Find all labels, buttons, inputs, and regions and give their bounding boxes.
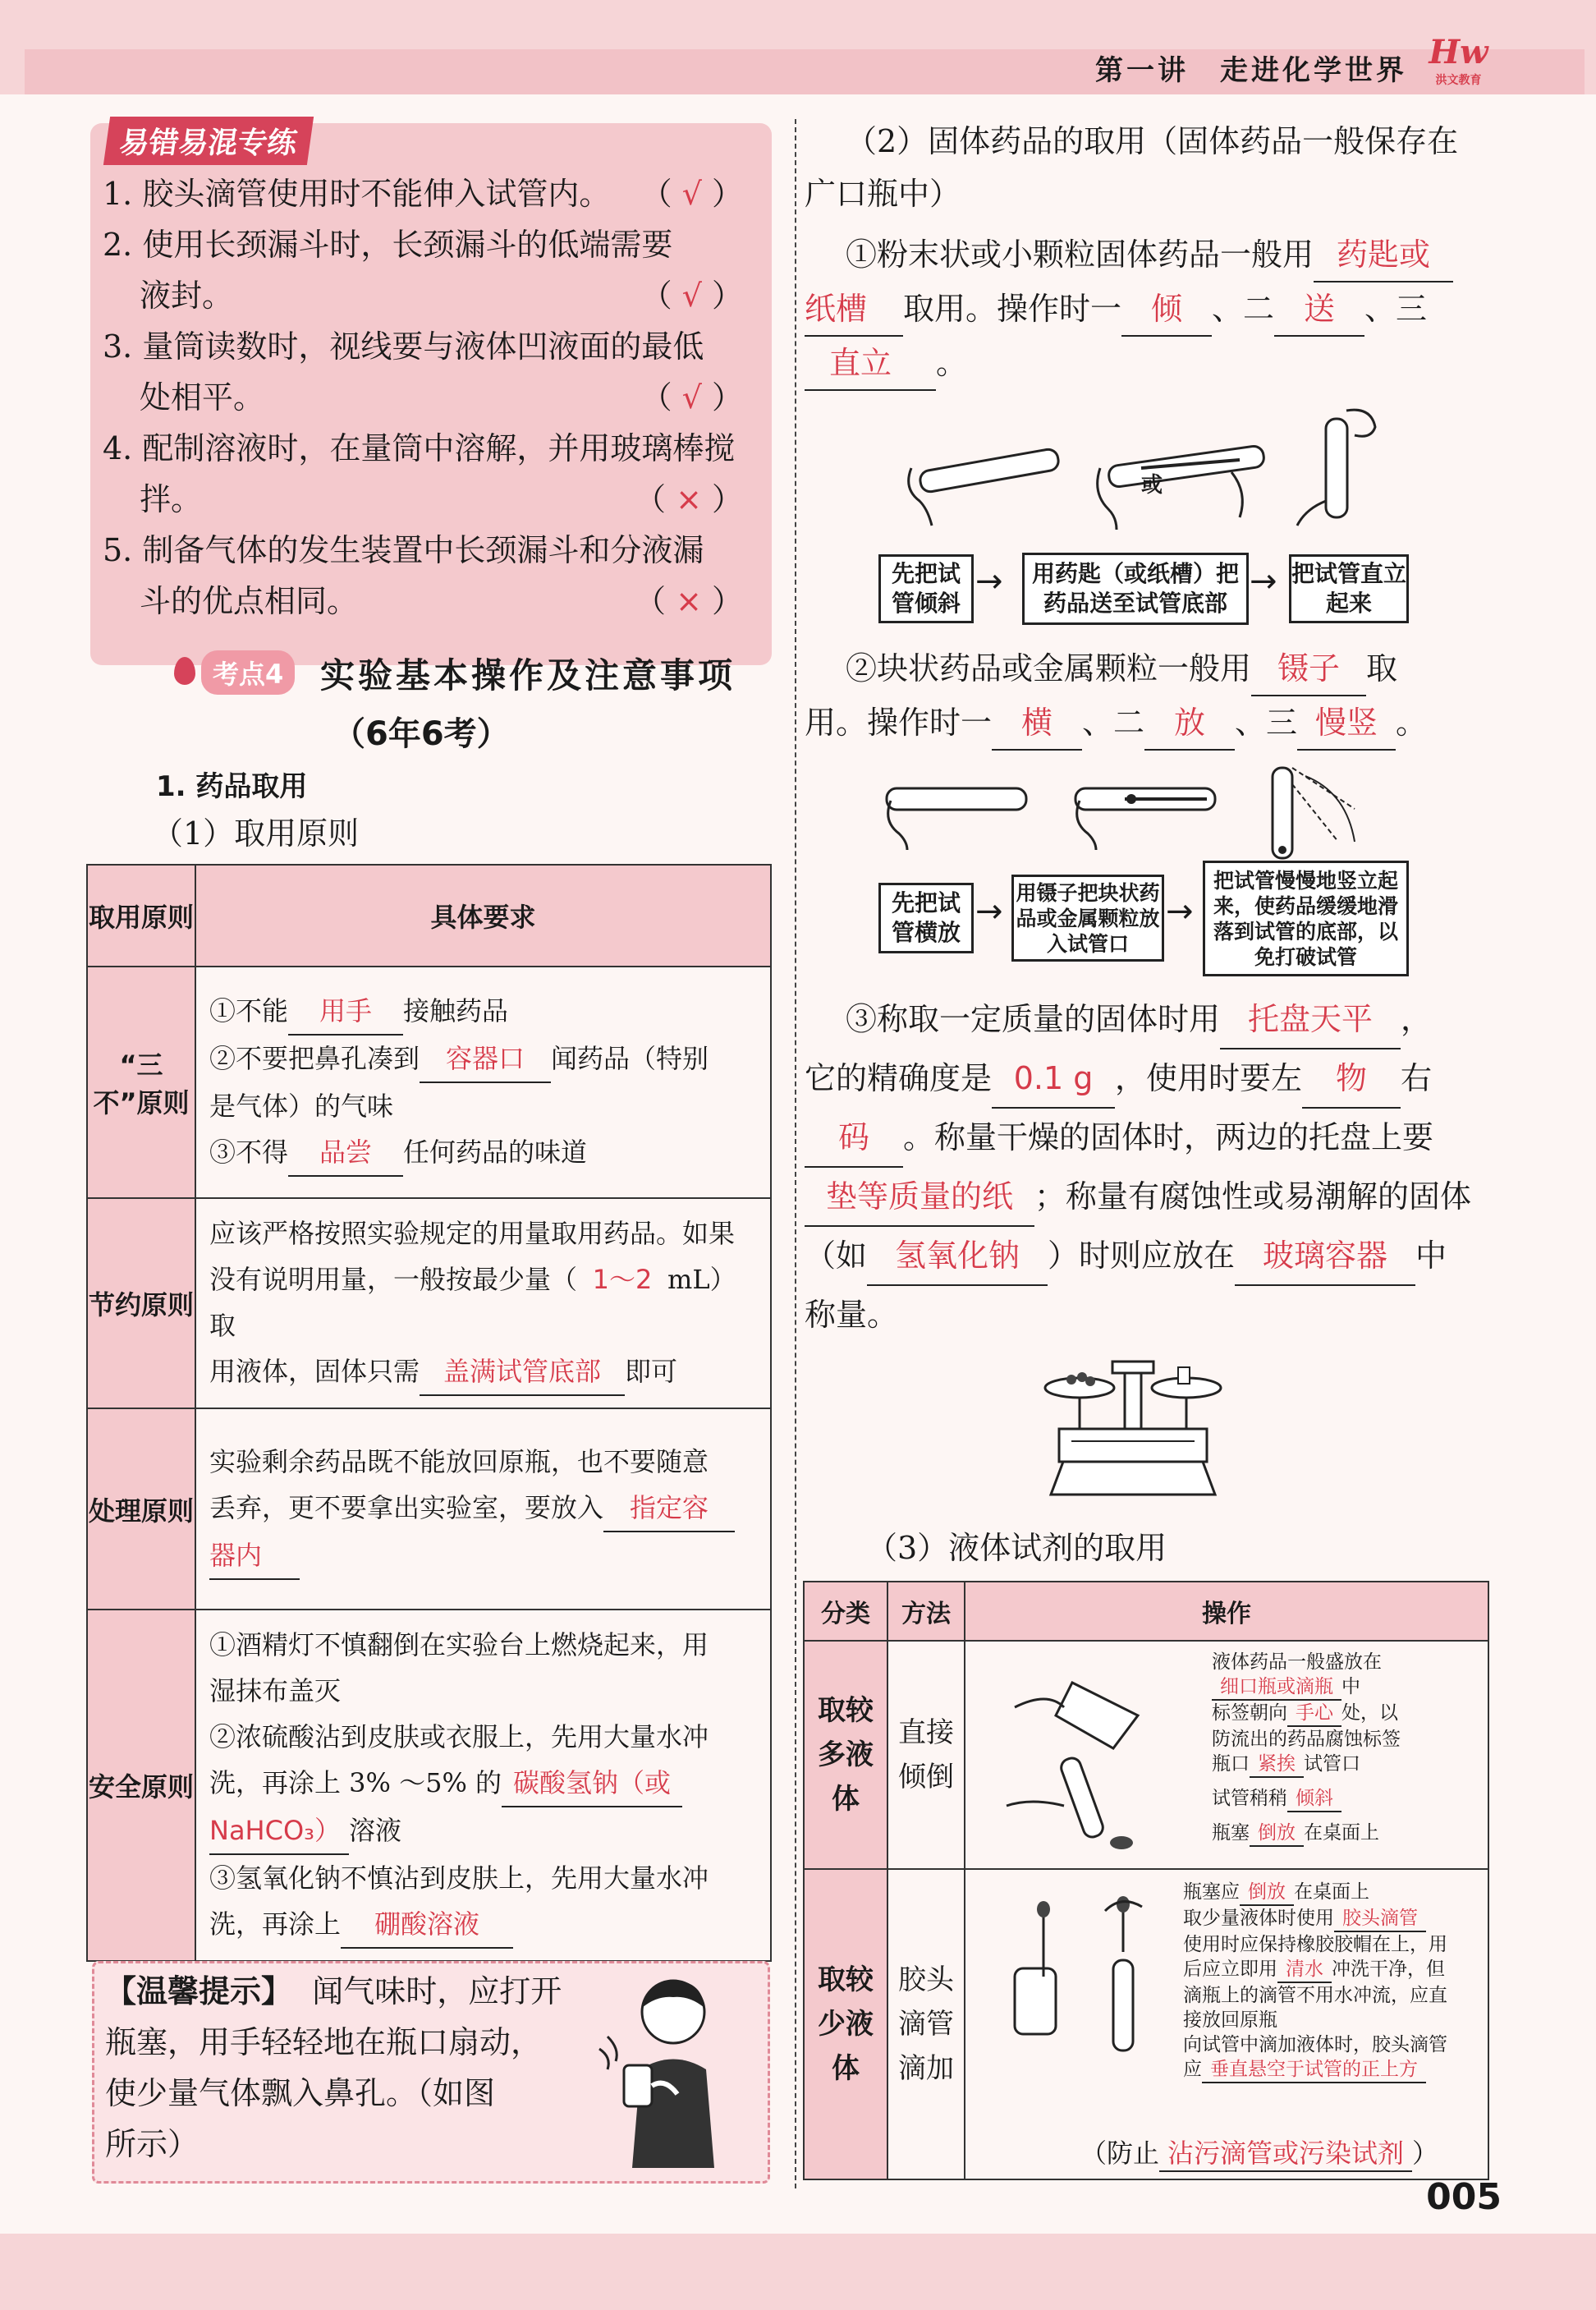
flow-step: 先把试管横放 (878, 883, 974, 953)
practice-item-5: 5. 制备气体的发生装置中长颈漏斗和分液漏 (103, 532, 704, 568)
practice-item-2: 2. 使用长颈漏斗时，长颈漏斗的低端需要 (103, 227, 673, 263)
table-row (87, 1610, 771, 1961)
flow-step: 用镊子把块状药品或金属颗粒放入试管口 (1011, 875, 1164, 962)
arrow-right-icon: → (975, 893, 1003, 930)
solid-heading: （2）固体药品的取用（固体药品一般保存在 广口瓶中） (805, 123, 1459, 212)
header-cell: 操作 (965, 1582, 1488, 1641)
tilting-tube-illustration (1256, 760, 1371, 866)
upright-tube-illustration (1281, 402, 1387, 534)
practice-item-3-cont: 处相平。 （ √ ） (140, 379, 743, 416)
smelling-person-illustration (591, 1971, 755, 2172)
practice-item-3: 3. 量筒读数时，视线要与液体凹液面的最低 (103, 328, 704, 365)
block-paragraph: ②块状药品或金属颗粒一般用 镊子 取 用。操作时一 横 、二 放 、三 慢竖 。 (805, 642, 1498, 751)
table-row (87, 967, 771, 1198)
arrow-right-icon: → (975, 563, 1003, 600)
practice-item-4-cont: 拌。 （ × ） (140, 481, 743, 517)
row-content: ①酒精灯不慎翻倒在实验台上燃烧起来，用 湿抹布盖灭 ②浓硫酸沾到皮肤或衣服上，先用大量水冲 洗，再涂上 3% ～5% 的 碳酸氢钠（或 NaHCO₃） 溶液 ③氢氧化钠不慎沾到皮肤上，先用大量水冲 洗，再涂上 硼酸溶液 (195, 1610, 771, 1961)
header-cell: 取用原则 (87, 865, 195, 967)
pour-notes: 液体药品一般盛放在 细口瓶或滴瓶 中 标签朝向 手心 处，以 防流出的药品腐蚀标签 瓶口 紧挨 试管口 试管稍稍 倾斜 瓶塞 倒放 在桌面上 (1212, 1650, 1466, 1847)
row-content: 应该严格按照实验规定的用量取用药品。如果 没有说明用量，一般按最少量（ 1～2 mL）取 用液体，固体只需 盖满试管底部 即可 (195, 1198, 771, 1408)
practice-item-2-cont: 液封。 （ √ ） (140, 278, 743, 314)
row-label: 节约原则 (87, 1198, 195, 1408)
table-row (87, 1198, 771, 1408)
kaodian-title: 实验基本操作及注意事项 (320, 655, 736, 696)
flow-step: 把试管直立起来 (1289, 554, 1409, 623)
practice-title: 易错易混专练 (103, 117, 314, 165)
practice-item-4: 4. 配制溶液时，在量筒中溶解，并用玻璃棒搅 (103, 430, 736, 466)
chapter-title: 第一讲 走进化学世界 (1095, 54, 1407, 87)
liquid-heading: （3）液体试剂的取用 (866, 1530, 1167, 1566)
table-row (804, 1641, 1488, 1869)
table-header-row (87, 865, 771, 967)
header-cell: 方法 (887, 1582, 965, 1641)
tip-text: 【温馨提示】 闻气味时，应打开 瓶塞，用手轻轻地在瓶口扇动， 使少量气体飘入鼻孔。（如图 所示） (105, 1973, 562, 2162)
practice-item-5-cont: 斗的优点相同。 （ × ） (140, 583, 743, 619)
rules-table (86, 864, 772, 1962)
block-illustration (878, 764, 1223, 854)
header-cell: 分类 (804, 1582, 887, 1641)
row-label: “三不”原则 (87, 967, 195, 1198)
table-row (804, 1869, 1488, 2179)
flow-step: 先把试管倾斜 (878, 554, 974, 623)
flow-step: 把试管慢慢地竖立起来，使药品缓缓地滑落到试管的底部，以免打破试管 (1203, 861, 1409, 976)
brand-logo: Hw 洪文教育 (1429, 33, 1488, 87)
kaodian-badge: 考点4 (201, 650, 295, 695)
kaodian-subtitle: （6年6考） (332, 715, 510, 753)
row-category: 取较少液体 (804, 1869, 887, 2179)
table-row (87, 1408, 771, 1610)
subsection-title: （1）取用原则 (152, 815, 360, 852)
section-title: 1. 药品取用 (156, 770, 308, 803)
powder-paragraph: ①粉末状或小颗粒固体药品一般用 药匙或 纸槽 取用。操作时一 倾 、二 送 、三 直立 。 (805, 228, 1498, 391)
column-divider (795, 119, 796, 2188)
drop-icon (174, 657, 195, 685)
row-operation (965, 1641, 1488, 1869)
prevent-note: （防止 沾污滴管或污染试剂 ） (1080, 2133, 1438, 2172)
row-label: 安全原则 (87, 1610, 195, 1961)
weigh-paragraph: ③称取一定质量的固体时用 托盘天平 ， 它的精确度是 0.1 g ，使用时要左 物 右 码 。称量干燥的固体时，两边的托盘上要 垫等质量的纸 ；称量有腐蚀性或易潮解的固体 （如 氢氧化钠 ）时则应放在 玻璃容器 中 称量。 (805, 990, 1498, 1343)
pouring-illustration (998, 1658, 1163, 1855)
table-header-row (804, 1582, 1488, 1641)
row-label: 处理原则 (87, 1408, 195, 1610)
powder-illustration (895, 411, 1289, 534)
balance-scale-illustration (1034, 1339, 1231, 1503)
liquid-table (803, 1581, 1489, 2180)
dropper-notes: 瓶塞应 倒放 在桌面上 取少量液体时使用 胶头滴管 使用时应保持橡胶胶帽在上，用 后应立即用 清水 冲洗干净，但 滴瓶上的滴管不用水冲流，应直 接放回原瓶 向试管中滴加液体时，胶头滴管 应 垂直悬空于试管的正上方 (1183, 1880, 1466, 2083)
row-content: ①不能 用手 接触药品 ②不要把鼻孔凑到 容器口 闻药品（特别 是气体）的气味 ③不得 品尝 任何药品的味道 (195, 967, 771, 1198)
row-category: 取较多液体 (804, 1641, 887, 1869)
row-operation (965, 1869, 1488, 2179)
header-cell: 具体要求 (195, 865, 771, 967)
row-method: 直接倾倒 (887, 1641, 965, 1869)
arrow-right-icon: → (1166, 893, 1194, 930)
practice-item-1: 1. 胶头滴管使用时不能伸入试管内。 （ √ ） (103, 176, 743, 212)
arrow-right-icon: → (1250, 563, 1277, 600)
row-content: 实验剩余药品既不能放回原瓶，也不要随意 丢弃，更不要拿出实验室，要放入 指定容 器内 (195, 1408, 771, 1610)
row-method: 胶头滴管滴加 (887, 1869, 965, 2179)
flow-step: 用药匙（或纸槽）把药品送至试管底部 (1022, 553, 1249, 625)
bottom-band (0, 2234, 1596, 2310)
dropper-illustration (1007, 1894, 1163, 2059)
or-label: 或 (1141, 473, 1163, 498)
page-number: 005 (1426, 2176, 1502, 2218)
